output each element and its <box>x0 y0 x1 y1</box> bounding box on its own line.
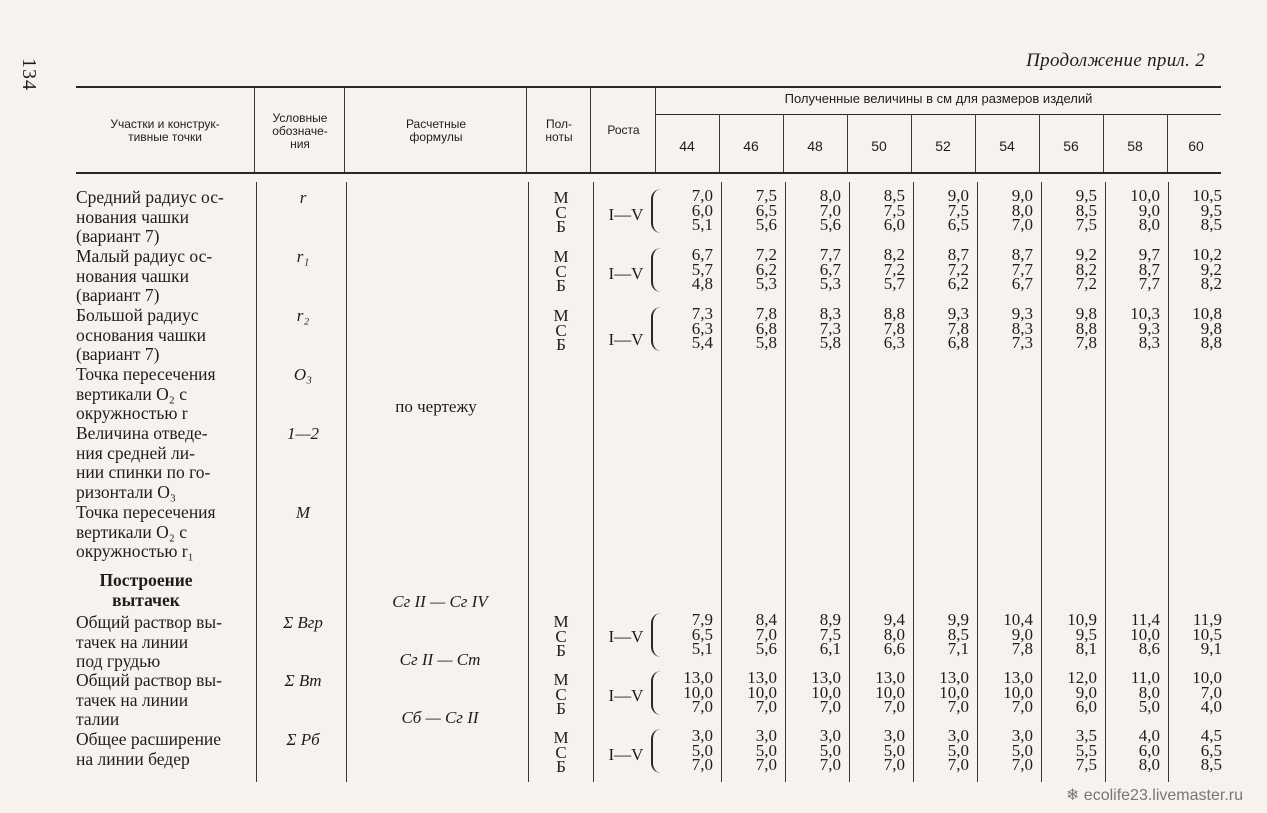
header-fullness: Пол- ноты <box>545 117 573 144</box>
value-cell: 3,0 5,0 7,0 <box>691 726 713 774</box>
section-heading: Построение вытачек <box>99 570 193 610</box>
row-description: Общее расширение на линии бедер <box>76 729 222 769</box>
value-cell: 7,8 6,8 5,8 <box>755 304 777 352</box>
row-brace <box>651 248 665 292</box>
header-values: Полученные величины в см для размеров изделий <box>784 91 1093 106</box>
body-divider <box>1168 182 1169 782</box>
value-cell: 7,0 6,0 5,1 <box>691 186 713 234</box>
body-divider <box>913 182 914 782</box>
value-cell: 4,0 6,0 8,0 <box>1138 726 1160 774</box>
value-cell: 9,9 8,5 7,1 <box>947 610 969 658</box>
value-cell: 11,4 10,0 8,6 <box>1130 610 1160 658</box>
row-symbol: r₂ <box>296 306 310 325</box>
row-description: Величина отведе- ния средней ли- нии спинки по го- ризонтали O₃ <box>76 423 211 502</box>
size-header: 46 <box>743 138 759 154</box>
size-header: 48 <box>807 138 823 154</box>
header-divider <box>344 88 345 172</box>
header-divider <box>783 114 784 172</box>
row-brace <box>651 671 665 715</box>
header-divider <box>254 88 255 172</box>
value-cell: 3,5 5,5 7,5 <box>1075 726 1097 774</box>
formula-drawing: по чертежу <box>395 397 477 416</box>
fullness-cell: М С Б <box>553 247 569 295</box>
value-cell: 8,2 7,2 5,7 <box>883 245 905 293</box>
row-description: Точка пересечения вертикали O₂ с окружностью r₁ <box>76 502 216 561</box>
row-brace <box>651 613 665 657</box>
page-number: 134 <box>18 58 40 91</box>
row-symbol: Σ Bт <box>284 671 322 690</box>
value-cell: 6,7 5,7 4,8 <box>691 245 713 293</box>
formula: Cг II — Cг IV <box>392 592 488 611</box>
height-cell: I—V <box>608 686 644 705</box>
row-brace <box>651 729 665 773</box>
row-brace <box>651 189 665 233</box>
value-cell: 3,0 5,0 7,0 <box>755 726 777 774</box>
body-divider <box>346 182 347 782</box>
body-divider <box>849 182 850 782</box>
body-divider <box>593 182 594 782</box>
value-cell: 8,4 7,0 5,6 <box>755 610 777 658</box>
value-cell: 7,5 6,5 5,6 <box>755 186 777 234</box>
row-symbol: M <box>295 503 311 522</box>
value-cell: 3,0 5,0 7,0 <box>1011 726 1033 774</box>
body-divider <box>977 182 978 782</box>
row-description: Общий раствор вы- тачек на линии под грудью <box>76 612 222 671</box>
height-cell: I—V <box>608 205 644 224</box>
value-cell: 13,0 10,0 7,0 <box>747 668 777 716</box>
size-header: 54 <box>999 138 1015 154</box>
value-cell: 8,3 7,3 5,8 <box>819 304 841 352</box>
height-cell: I—V <box>608 745 644 764</box>
value-cell: 10,0 7,0 4,0 <box>1192 668 1222 716</box>
row-brace <box>651 307 665 351</box>
header-divider <box>1039 114 1040 172</box>
value-cell: 9,0 8,0 7,0 <box>1011 186 1033 234</box>
value-cell: 8,9 7,5 6,1 <box>819 610 841 658</box>
value-cell: 13,0 10,0 7,0 <box>875 668 905 716</box>
fullness-cell: М С Б <box>553 188 569 236</box>
value-cell: 11,9 10,5 9,1 <box>1192 610 1222 658</box>
header-formulas: Расчетные формулы <box>405 117 467 144</box>
value-cell: 10,8 9,8 8,8 <box>1192 304 1222 352</box>
height-cell: I—V <box>608 264 644 283</box>
value-cell: 9,0 7,5 6,5 <box>947 186 969 234</box>
header-divider <box>975 114 976 172</box>
row-symbol: Σ Pб <box>286 730 320 749</box>
value-cell: 7,2 6,2 5,3 <box>755 245 777 293</box>
size-header: 52 <box>935 138 951 154</box>
value-cell: 10,5 9,5 8,5 <box>1192 186 1222 234</box>
size-header: 56 <box>1063 138 1079 154</box>
value-cell: 8,0 7,0 5,6 <box>819 186 841 234</box>
value-cell: 8,7 7,7 6,7 <box>1011 245 1033 293</box>
formula: Cг II — Cт <box>399 650 481 669</box>
value-cell: 4,5 6,5 8,5 <box>1200 726 1222 774</box>
body-divider <box>721 182 722 782</box>
value-cell: 3,0 5,0 7,0 <box>947 726 969 774</box>
running-head: Продолжение прил. 2 <box>1026 50 1205 71</box>
body-divider <box>256 182 257 782</box>
value-cell: 8,8 7,8 6,3 <box>883 304 905 352</box>
value-cell: 13,0 10,0 7,0 <box>683 668 713 716</box>
value-cell: 8,7 7,2 6,2 <box>947 245 969 293</box>
height-cell: I—V <box>608 330 644 349</box>
fullness-cell: М С Б <box>553 728 569 776</box>
value-cell: 10,2 9,2 8,2 <box>1192 245 1222 293</box>
header-points: Участки и конструк- тивные точки <box>110 117 220 144</box>
value-cell: 10,3 9,3 8,3 <box>1130 304 1160 352</box>
size-header: 58 <box>1127 138 1143 154</box>
value-cell: 10,9 9,5 8,1 <box>1067 610 1097 658</box>
fullness-cell: М С Б <box>553 612 569 660</box>
header-divider <box>719 114 720 172</box>
table-top-rule <box>76 86 1221 88</box>
header-divider <box>847 114 848 172</box>
value-cell: 9,8 8,8 7,8 <box>1075 304 1097 352</box>
body-divider <box>785 182 786 782</box>
value-cell: 13,0 10,0 7,0 <box>939 668 969 716</box>
sizes-header-rule <box>656 114 1221 115</box>
row-symbol: O₃ <box>293 365 313 384</box>
row-description: Большой радиус основания чашки (вариант 7) <box>76 305 206 364</box>
row-symbol: r₁ <box>296 247 310 266</box>
size-header: 50 <box>871 138 887 154</box>
value-cell: 9,5 8,5 7,5 <box>1075 186 1097 234</box>
value-cell: 11,0 8,0 5,0 <box>1130 668 1160 716</box>
header-divider <box>526 88 527 172</box>
fullness-cell: М С Б <box>553 306 569 354</box>
body-divider <box>1041 182 1042 782</box>
row-symbol: 1—2 <box>286 424 320 443</box>
value-cell: 9,7 8,7 7,7 <box>1138 245 1160 293</box>
header-height: Роста <box>607 123 640 137</box>
value-cell: 7,3 6,3 5,4 <box>691 304 713 352</box>
body-divider <box>1105 182 1106 782</box>
value-cell: 9,4 8,0 6,6 <box>883 610 905 658</box>
header-divider <box>911 114 912 172</box>
value-cell: 9,3 8,3 7,3 <box>1011 304 1033 352</box>
row-description: Точка пересечения вертикали O₂ с окружностью r <box>76 364 216 423</box>
value-cell: 8,5 7,5 6,0 <box>883 186 905 234</box>
value-cell: 3,0 5,0 7,0 <box>819 726 841 774</box>
row-description: Малый радиус ос- нования чашки (вариант 7) <box>76 246 213 305</box>
watermark: ❄ ecolife23.livemaster.ru <box>1065 787 1243 804</box>
row-description: Средний радиус ос- нования чашки (вариант 7) <box>76 187 224 246</box>
value-cell: 13,0 10,0 7,0 <box>811 668 841 716</box>
value-cell: 10,0 9,0 8,0 <box>1130 186 1160 234</box>
value-cell: 7,7 6,7 5,3 <box>819 245 841 293</box>
value-cell: 3,0 5,0 7,0 <box>883 726 905 774</box>
row-description: Общий раствор вы- тачек на линии талии <box>76 670 222 729</box>
formula: Cб — Cг II <box>401 708 479 727</box>
header-divider <box>590 88 591 172</box>
size-header: 44 <box>679 138 695 154</box>
value-cell: 7,9 6,5 5,1 <box>691 610 713 658</box>
value-cell: 10,4 9,0 7,8 <box>1003 610 1033 658</box>
row-symbol: Σ Bгр <box>283 613 323 632</box>
value-cell: 12,0 9,0 6,0 <box>1067 668 1097 716</box>
value-cell: 13,0 10,0 7,0 <box>1003 668 1033 716</box>
height-cell: I—V <box>608 627 644 646</box>
size-header: 60 <box>1188 138 1204 154</box>
row-symbol: r <box>299 188 307 207</box>
value-cell: 9,3 7,8 6,8 <box>947 304 969 352</box>
fullness-cell: М С Б <box>553 670 569 718</box>
body-divider <box>528 182 529 782</box>
value-cell: 9,2 8,2 7,2 <box>1075 245 1097 293</box>
header-symbols: Условные обозначе- ния <box>272 111 328 151</box>
header-divider <box>1103 114 1104 172</box>
header-bottom-rule <box>76 172 1221 174</box>
